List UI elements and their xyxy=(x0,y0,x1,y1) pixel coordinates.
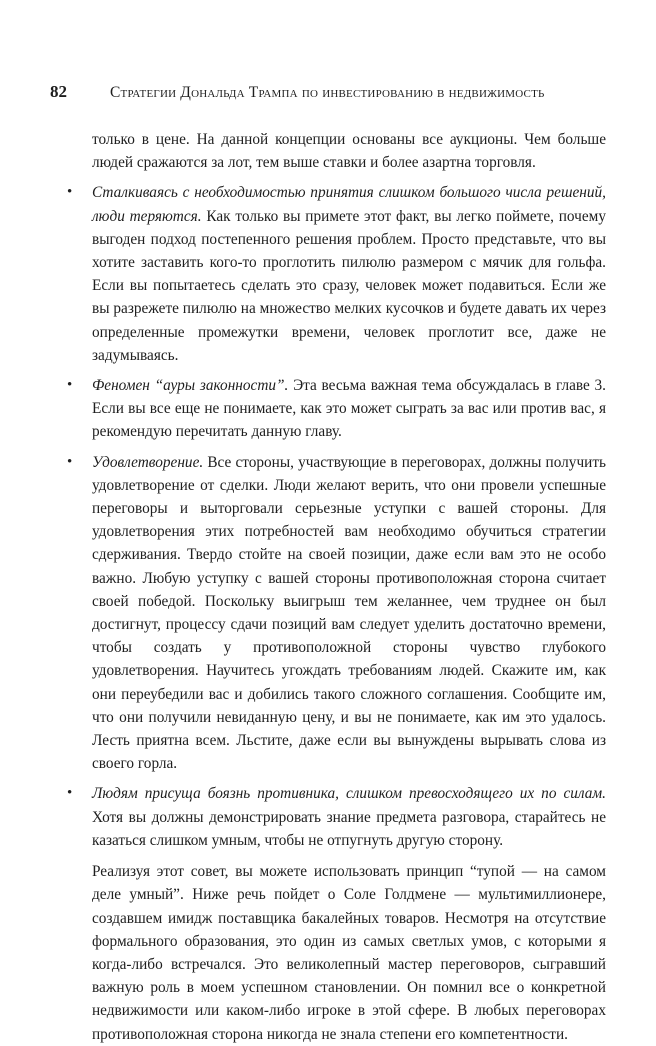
bullet-lead: Сталкиваясь с необходимостью принятия слишком большого числа решений, люди теряются. xyxy=(92,184,606,225)
bullet-item xyxy=(67,782,606,852)
continuation-paragraph: только в цене. На данной концепции основаны все аукционы. Чем больше людей сражаются за лот, тем выше ставки и более азартна торговля. xyxy=(92,131,606,172)
bullet-paragraph xyxy=(92,181,606,367)
page-body xyxy=(67,128,606,1046)
page-header xyxy=(50,82,606,102)
bullet-text: Хотя вы должны демонстрировать знание предмета разговора, старайтесь не казаться слишком умным, чтобы не отпугнуть другую сторону. xyxy=(92,808,606,849)
bullet-lead: Удовлетворение. xyxy=(92,453,204,471)
bullet-icon: • xyxy=(67,785,73,802)
bullet-item xyxy=(67,181,606,367)
bullet-icon: • xyxy=(67,453,73,470)
bullet-item xyxy=(67,374,606,444)
bullet-item xyxy=(67,451,606,776)
bullet-text: Как только вы примете этот факт, вы легко поймете, почему выгоден подход постепенного решения проблем. Просто представьте, что вы хотите заставить кого-то проглотить пилюлю размером с мячик для гольфа. Если вы попытаетесь сделать это сразу, человек может подавиться. Если же вы разрежете пилюлю на множество мелких кусочков и будете давать их через определенные промежутки времени, человек проглотит все, даже не задумываясь. xyxy=(92,207,606,364)
bullet-paragraph xyxy=(92,374,606,444)
bullet-paragraph xyxy=(92,451,606,776)
bullet-icon: • xyxy=(67,184,73,201)
page-number: 82 xyxy=(50,82,67,101)
bullet-text: Все стороны, участвующие в переговорах, должны получить удовлетворение от сделки. Люди желают верить, что они провели успешные переговоры и выторговали серьезные уступки с вашей стороны. Для удовлетворения этих потребностей вам необходимо обучиться стратегии сдерживания. Твердо стойте на своей позиции, даже если вам это не особо важно. Любую уступку с вашей стороны противоположная сторона считает своей победой. Поскольку выигрыш тем желаннее, чем труднее он был достигнут, процессу сдачи позиций вам следует уделить достаточно времени, чтобы создать у противоположной стороны чувство глубокого удовлетворения. Научитесь угождать требованиям людей. Скажите им, как они переубедили вас и добились такого сложного соглашения. Сообщите им, что они получили невиданную цену, и вы не понимаете, как им это удалось. Лесть приятна всем. Льстите, даже если вы вынуждены вырывать слова из своего горла. xyxy=(92,453,606,773)
bullet-text: Эта весьма важная тема обсуждалась в главе 3. Если вы все еще не понимаете, как это может сыграть за вас или против вас, я рекомендую перечитать данную главу. xyxy=(92,377,606,441)
running-title: Стратегии Дональда Трампа по инвестированию в недвижимость xyxy=(110,84,545,101)
bullet-paragraph xyxy=(92,782,606,852)
body-paragraph: Реализуя этот совет, вы можете использовать принцип “тупой — на самом деле умный”. Ниже речь пойдет о Соле Голдмене — мультимиллионере, создавшем имидж поставщика бакалейных товаров. Несмотря на отсутствие формального образования, это один из самых светлых умов, с которыми я когда-либо встречался. Это великолепный мастер переговоров, сыгравший важную роль в моем успешном становлении. Он помнил все о конкретной недвижимости или каком-либо игроке в этой сфере. В любых переговорах противоположная сторона никогда не знала степени его компетентности. xyxy=(92,863,606,1043)
bullet-lead: Феномен “ауры законности”. xyxy=(92,377,289,395)
bullet-icon: • xyxy=(67,377,73,394)
bullet-lead: Людям присуща боязнь противника, слишком превосходящего их по силам. xyxy=(92,785,606,803)
